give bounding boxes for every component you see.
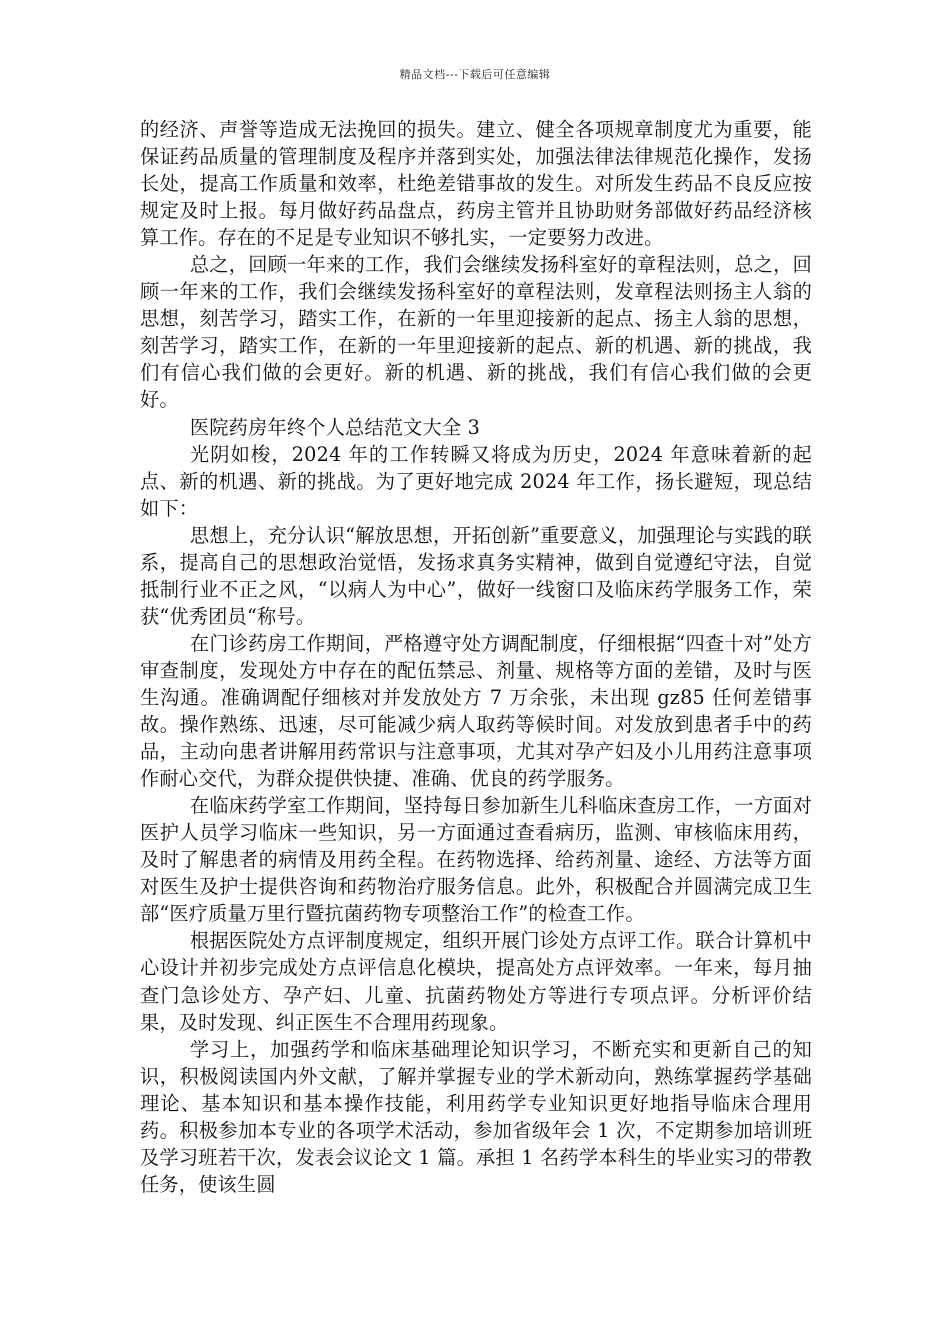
document-body [140,116,812,1198]
paragraph-outpatient-pharmacy: 在门诊药房工作期间，严格遵守处方调配制度，仔细根据“四查十对”处方审查制度，发现处方中存在的配伍禁忌、剂量、规格等方面的差错，及时与医生沟通。准确调配仔细核对并发放处方 7 万余张，未出现 gz85 任何差错事故。操作熟练、迅速，尽可能减少病人取药等候时间。对发放到患者手中的药品，主动向患者讲解用药常识与注意事项，尤其对孕产妇及小儿用药注意事项作耐心交代，为群众提供快捷、准确、优良的药学服务。 [140,631,812,791]
paragraph-conclusion: 总之，回顾一年来的工作，我们会继续发扬科室好的章程法则，总之，回顾一年来的工作，我们会继续发扬科室好的章程法则，发章程法则扬主人翁的思想，刻苦学习，踏实工作，在新的一年里迎接新的起点、扬主人翁的思想，刻苦学习，踏实工作，在新的一年里迎接新的起点、新的机遇、新的挑战，我们有信心我们做的会更好。新的机遇、新的挑战，我们有信心我们做的会更好。 [140,253,812,412]
page-header: 精品文档---下载后可任意编辑 [399,68,551,81]
paragraph-study: 学习上，加强药学和临床基础理论知识学习，不断充实和更新自己的知识，积极阅读国内外文献，了解并掌握专业的学术新动向，熟练掌握药学基础理论、基本知识和基本操作技能，利用药学专业知识更好地指导临床合理用药。积极参加本专业的各项学术活动，参加省级年会 1 次，不定期参加培训班及学习班若干次，发表会议论文 1 篇。承担 1 名药学本科生的毕业实习的带教任务，使该生圆 [140,1037,812,1196]
paragraph-ideology: 思想上，充分认识“解放思想，开拓创新”重要意义，加强理论与实践的联系，提高自己的思想政治觉悟，发扬求真务实精神，做到自觉遵纪守法，自觉抵制行业不正之风，“以病人为中心”，做好一线窗口及临床药学服务工作，荣获“优秀团员“称号。 [140,523,812,628]
paragraph-intro: 光阴如梭，2024 年的工作转瞬又将成为历史，2024 年意味着新的起点、新的机遇、新的挑战。为了更好地完成 2024 年工作，扬长避短，现总结如下： [140,442,812,520]
paragraph-clinical-pharmacy: 在临床药学室工作期间，坚持每日参加新生儿科临床查房工作，一方面对医护人员学习临床一些知识，另一方面通过查看病历，监测、审核临床用药，及时了解患者的病情及用药全程。在药物选择、给药剂量、途经、方法等方面对医生及护士提供咨询和药物治疗服务信息。此外，积极配合并圆满完成卫生部“医疗质量万里行暨抗菌药物专项整治工作”的检查工作。 [140,794,812,926]
paragraph-continuation: 的经济、声誉等造成无法挽回的损失。建立、健全各项规章制度尤为重要，能保证药品质量的管理制度及程序并落到实处，加强法律法律规范化操作，发扬长处，提高工作质量和效率，杜绝差错事故的发生。对所发生药品不良反应按规定及时上报。每月做好药品盘点，药房主管并且协助财务部做好药品经济核算工作。存在的不足是专业知识不够扎实，一定要努力改进。 [140,118,812,250]
paragraph-prescription-review: 根据医院处方点评制度规定，组织开展门诊处方点评工作。联合计算机中心设计并初步完成处方点评信息化模块，提高处方点评效率。一年来，每月抽查门急诊处方、孕产妇、儿童、抗菌药物处方等进行专项点评。分析评价结果，及时发现、纠正医生不合理用药现象。 [140,929,812,1034]
section-heading: 医院药房年终个人总结范文大全 3 [189,415,481,439]
